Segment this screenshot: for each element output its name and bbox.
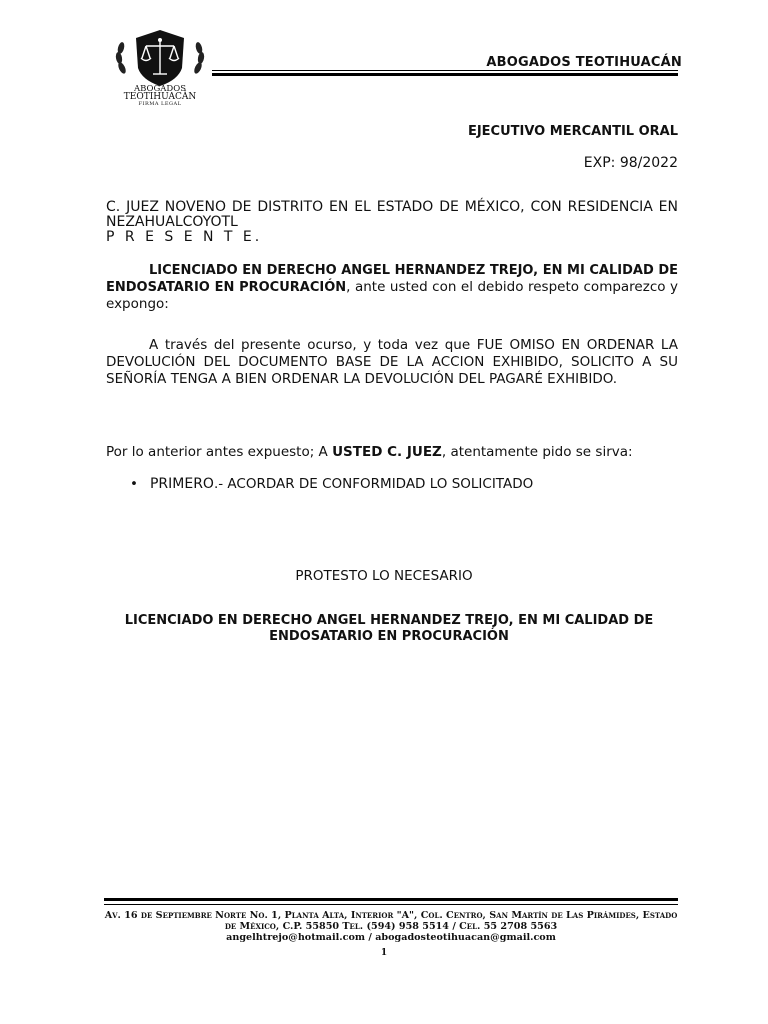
intro-rest-text: , ante usted con el debido respeto comparezco y expongo: — [106, 279, 679, 312]
logo-line-1: ABOGADOS — [133, 84, 187, 94]
protesto-line: PROTESTO LO NECESARIO — [295, 568, 473, 584]
request-pre-text: Por lo anterior antes expuesto; A — [106, 444, 333, 460]
footer-emails: angelhtrejo@hotmail.com / abogadosteotihuacan@gmail.com — [226, 932, 556, 943]
request-bold-text: USTED C. JUEZ — [332, 444, 442, 460]
signature-block: LICENCIADO EN DERECHO ANGEL HERNANDEZ TREJO, EN MI CALIDAD DE ENDOSATARIO EN PROCURACIÓN — [124, 613, 654, 644]
logo-line-3: FIRMA LEGAL — [138, 101, 182, 107]
firm-logo — [108, 28, 212, 112]
case-type: EJECUTIVO MERCANTIL ORAL — [467, 124, 678, 139]
footer — [100, 910, 682, 943]
request-paragraph — [106, 444, 678, 461]
body-paragraph: A través del presente ocurso, y toda vez que FUE OMISO EN ORDENAR LA DEVOLUCIÓN DEL DOCUMENTO BASE DE LA ACCION EXHIBIDO, SOLICITO A SU SEÑORÍA TENGA A BIEN ORDENAR LA DEVOLUCIÓN DEL PAGARÉ EXHIBIDO. — [106, 337, 678, 387]
logo-line-2: TEOTIHUACÁN — [123, 92, 197, 102]
firm-name: ABOGADOS TEOTIHUACÁN — [486, 55, 682, 70]
addressee-block — [106, 200, 678, 245]
footer-address: Av. 16 de Septiembre Norte No. 1, Planta Alta, Interior "A", Col. Centro, San Martín de Las Pirámides, Estado de México, C.P. 55850 Tel. (594) 958 5514 / Cel. 55 2708 5563 — [104, 910, 678, 932]
page-number: 1 — [380, 948, 388, 958]
intro-bold-text: LICENCIADO EN DERECHO ANGEL HERNANDEZ TREJO, EN MI CALIDAD DE ENDOSATARIO EN PROCURACIÓN — [106, 263, 678, 295]
item-label: PRIMERO — [149, 476, 214, 492]
item-text: .- ACORDAR DE CONFORMIDAD LO SOLICITADO — [213, 476, 534, 492]
header-rule-thick — [212, 73, 678, 76]
request-post-text: , atentamente pido se sirva: — [441, 444, 633, 460]
addressee-line: C. JUEZ NOVENO DE DISTRITO EN EL ESTADO DE MÉXICO, CON RESIDENCIA EN NEZAHUALCOYOTL — [106, 199, 678, 230]
header-rule-thin — [212, 70, 678, 71]
intro-paragraph — [106, 262, 678, 313]
footer-rule-thick — [104, 898, 678, 901]
list-item — [130, 476, 533, 492]
bullet-icon: • — [130, 476, 138, 492]
presente-line: P R E S E N T E. — [106, 229, 263, 245]
expediente-number: EXP: 98/2022 — [583, 155, 678, 171]
footer-rule-thin — [104, 904, 678, 905]
